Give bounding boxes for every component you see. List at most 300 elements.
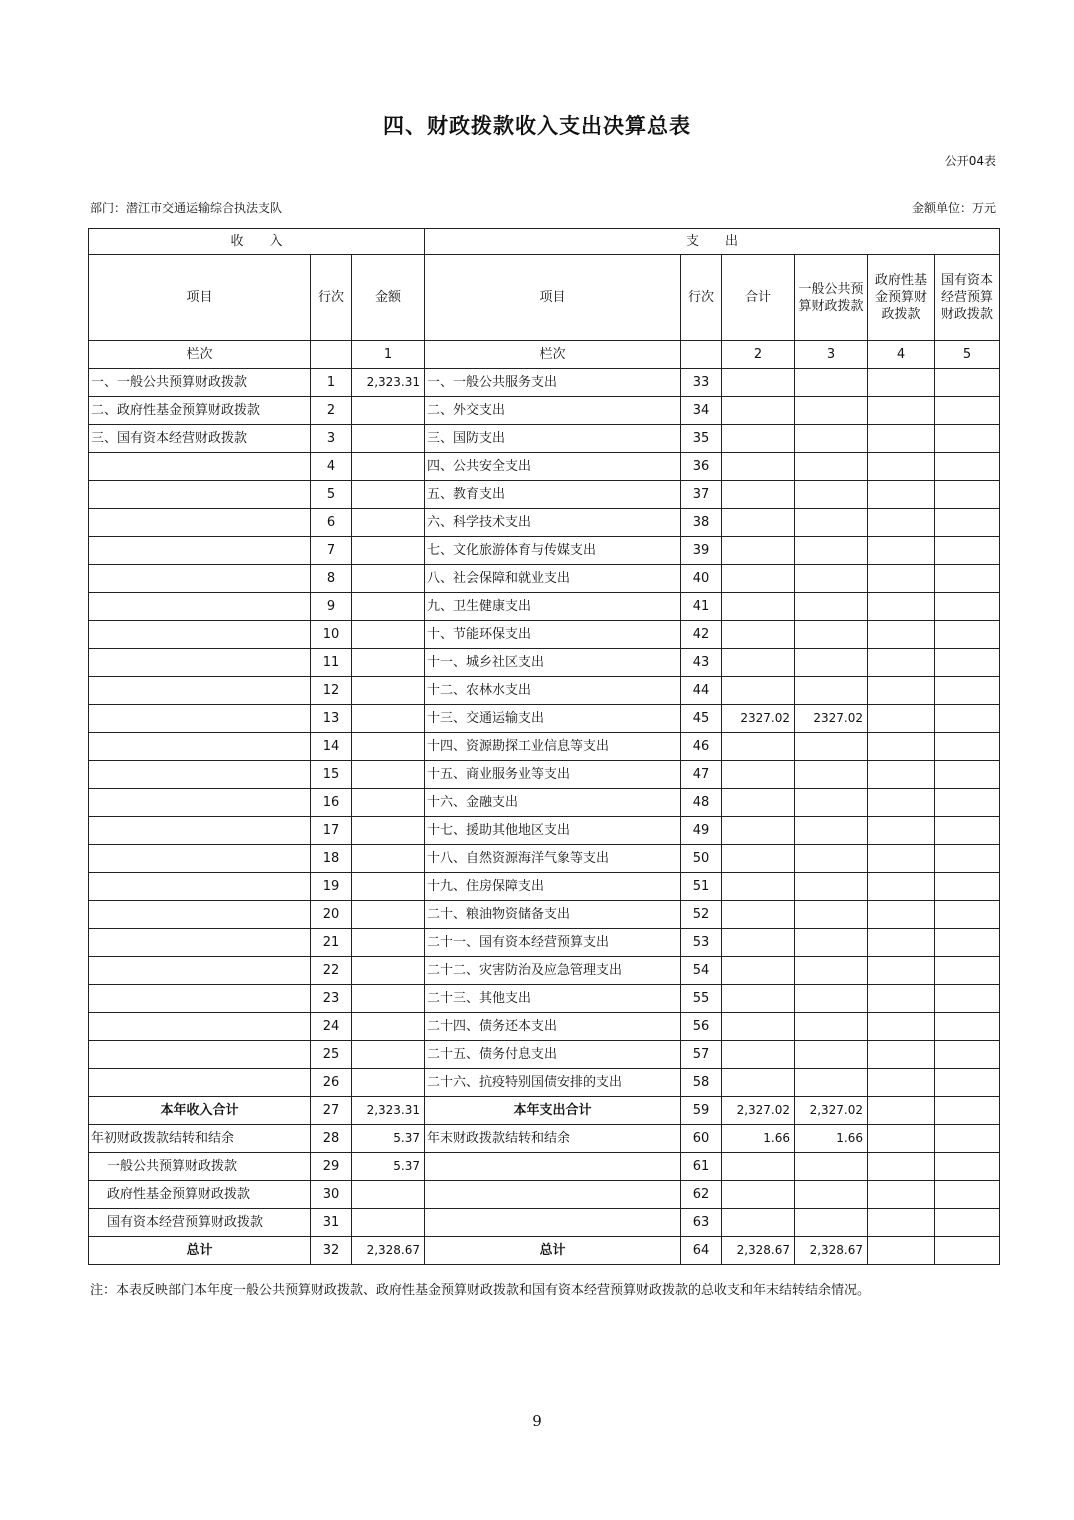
table-row (89, 453, 1000, 481)
income-item (89, 1041, 311, 1069)
expense-item: 十三、交通运输支出 (425, 705, 681, 733)
income-amount (352, 733, 425, 761)
income-row-no: 11 (311, 649, 352, 677)
expense-gov-fund (868, 1013, 935, 1041)
table-row (89, 593, 1000, 621)
expense-gov-fund (868, 509, 935, 537)
col-number-2: 2 (722, 341, 795, 369)
income-row-no: 24 (311, 1013, 352, 1041)
expense-item: 二十六、抗疫特别国债安排的支出 (425, 1069, 681, 1097)
expense-gov-fund (868, 453, 935, 481)
expense-gov-fund (868, 845, 935, 873)
expense-item: 八、社会保障和就业支出 (425, 565, 681, 593)
expense-general (795, 873, 868, 901)
expense-row-no: 50 (681, 845, 722, 873)
expense-row-no: 34 (681, 397, 722, 425)
expense-state-capital (935, 1041, 1000, 1069)
income-row-no: 13 (311, 705, 352, 733)
begin-gov-fund-label: 政府性基金预算财政拨款 (89, 1181, 311, 1209)
expense-state-capital (935, 873, 1000, 901)
expense-row-no: 46 (681, 733, 722, 761)
income-item (89, 705, 311, 733)
expense-general (795, 509, 868, 537)
income-item: 一、一般公共预算财政拨款 (89, 369, 311, 397)
table-note: 注：本表反映部门本年度一般公共预算财政拨款、政府性基金预算财政拨款和国有资本经营预算财政拨款的总收支和年末结转结余情况。 (90, 1283, 871, 1298)
income-item (89, 901, 311, 929)
income-amount (352, 789, 425, 817)
year-income-total-label: 本年收入合计 (89, 1097, 311, 1125)
income-amount (352, 481, 425, 509)
expense-gov-fund (868, 1041, 935, 1069)
income-amount (352, 565, 425, 593)
expense-row-no: 49 (681, 817, 722, 845)
expense-state-capital (935, 985, 1000, 1013)
begin-general-label: 一般公共预算财政拨款 (89, 1153, 311, 1181)
income-row-no: 21 (311, 929, 352, 957)
expense-gov-fund (868, 649, 935, 677)
expense-state-capital (935, 1013, 1000, 1041)
year-expense-total-label: 本年支出合计 (425, 1097, 681, 1125)
income-item (89, 985, 311, 1013)
expense-general: 2327.02 (795, 705, 868, 733)
income-amount (352, 1013, 425, 1041)
expense-total (722, 453, 795, 481)
expense-header: 支 出 (425, 229, 1000, 255)
expense-state-capital (935, 649, 1000, 677)
table-row (89, 369, 1000, 397)
expense-gov-fund (868, 957, 935, 985)
income-amount (352, 817, 425, 845)
expense-state-capital (935, 929, 1000, 957)
year-total-row (89, 1097, 1000, 1125)
income-amount (352, 1041, 425, 1069)
table-row (89, 1069, 1000, 1097)
begin-gov-fund-out-no: 62 (681, 1181, 722, 1209)
end-balance-no: 60 (681, 1125, 722, 1153)
expense-row-no: 36 (681, 453, 722, 481)
income-amount (352, 929, 425, 957)
year-income-total-no: 27 (311, 1097, 352, 1125)
table-row (89, 873, 1000, 901)
expense-gov-fund (868, 873, 935, 901)
expense-general (795, 425, 868, 453)
expense-general (795, 1041, 868, 1069)
income-row-no: 5 (311, 481, 352, 509)
income-amount: 2,323.31 (352, 369, 425, 397)
income-item (89, 593, 311, 621)
income-row-no: 10 (311, 621, 352, 649)
expense-total (722, 761, 795, 789)
income-amount (352, 677, 425, 705)
table-row (89, 537, 1000, 565)
expense-gov-fund (868, 621, 935, 649)
end-balance-total: 1.66 (722, 1125, 795, 1153)
income-rowno-header: 行次 (311, 255, 352, 341)
grand-income-no: 32 (311, 1237, 352, 1265)
expense-row-no: 51 (681, 873, 722, 901)
income-item (89, 565, 311, 593)
expense-state-capital (935, 537, 1000, 565)
expense-gov-fund (868, 397, 935, 425)
expense-gov-fund (868, 1069, 935, 1097)
income-amount (352, 649, 425, 677)
income-amount (352, 1069, 425, 1097)
grand-expense-total: 2,328.67 (722, 1237, 795, 1265)
col-number-5: 5 (935, 341, 1000, 369)
income-item (89, 537, 311, 565)
expense-item-header: 项目 (425, 255, 681, 341)
expense-general (795, 593, 868, 621)
expense-total (722, 733, 795, 761)
table-row (89, 733, 1000, 761)
expense-item: 十五、商业服务业等支出 (425, 761, 681, 789)
expense-row-no: 33 (681, 369, 722, 397)
income-row-no: 4 (311, 453, 352, 481)
income-col-label: 栏次 (89, 341, 311, 369)
expense-general (795, 537, 868, 565)
expense-general (795, 761, 868, 789)
income-item (89, 453, 311, 481)
expense-item: 十、节能环保支出 (425, 621, 681, 649)
table-row (89, 677, 1000, 705)
income-amount-header: 金额 (352, 255, 425, 341)
table-row (89, 509, 1000, 537)
income-header: 收 入 (89, 229, 425, 255)
expense-state-capital (935, 957, 1000, 985)
grand-expense-label: 总计 (425, 1237, 681, 1265)
expense-total (722, 873, 795, 901)
expense-gov-fund (868, 481, 935, 509)
expense-state-capital (935, 733, 1000, 761)
income-item (89, 789, 311, 817)
fiscal-summary-table (88, 228, 1000, 1265)
expense-total (722, 397, 795, 425)
income-row-no: 6 (311, 509, 352, 537)
expense-gov-fund (868, 929, 935, 957)
expense-row-no: 35 (681, 425, 722, 453)
expense-state-capital (935, 789, 1000, 817)
year-expense-total-no: 59 (681, 1097, 722, 1125)
expense-total (722, 369, 795, 397)
income-row-no: 22 (311, 957, 352, 985)
table-row (89, 789, 1000, 817)
expense-row-no: 47 (681, 761, 722, 789)
expense-item: 一、一般公共服务支出 (425, 369, 681, 397)
expense-total (722, 985, 795, 1013)
expense-item: 二十、粮油物资储备支出 (425, 901, 681, 929)
begin-balance-label: 年初财政拨款结转和结余 (89, 1125, 311, 1153)
table-row (89, 901, 1000, 929)
expense-row-no: 58 (681, 1069, 722, 1097)
expense-gov-fund (868, 789, 935, 817)
income-item (89, 1069, 311, 1097)
income-item (89, 509, 311, 537)
begin-state-no: 31 (311, 1209, 352, 1237)
expense-state-capital (935, 1069, 1000, 1097)
expense-general (795, 621, 868, 649)
income-item: 三、国有资本经营财政拨款 (89, 425, 311, 453)
expense-total (722, 425, 795, 453)
begin-balance-no: 28 (311, 1125, 352, 1153)
expense-row-no: 44 (681, 677, 722, 705)
expense-state-capital (935, 481, 1000, 509)
expense-row-no: 40 (681, 565, 722, 593)
expense-gov-fund (868, 761, 935, 789)
expense-row-no: 52 (681, 901, 722, 929)
income-amount (352, 705, 425, 733)
expense-general (795, 369, 868, 397)
expense-item: 六、科学技术支出 (425, 509, 681, 537)
income-row-no: 25 (311, 1041, 352, 1069)
expense-item: 二十二、灾害防治及应急管理支出 (425, 957, 681, 985)
income-row-no: 23 (311, 985, 352, 1013)
expense-total (722, 621, 795, 649)
expense-total (722, 649, 795, 677)
expense-state-capital (935, 845, 1000, 873)
expense-gov-fund (868, 369, 935, 397)
begin-general-amount: 5.37 (352, 1153, 425, 1181)
expense-general (795, 733, 868, 761)
income-amount (352, 537, 425, 565)
expense-gov-fund (868, 901, 935, 929)
gov-fund-header: 政府性基金预算财政拨款 (868, 255, 935, 341)
expense-total (722, 677, 795, 705)
expense-row-no: 43 (681, 649, 722, 677)
table-row (89, 1013, 1000, 1041)
expense-row-no: 38 (681, 509, 722, 537)
income-amount (352, 845, 425, 873)
table-row (89, 565, 1000, 593)
expense-row-no: 39 (681, 537, 722, 565)
expense-state-capital (935, 761, 1000, 789)
expense-total (722, 901, 795, 929)
expense-total (722, 593, 795, 621)
expense-state-capital (935, 901, 1000, 929)
col-number-4: 4 (868, 341, 935, 369)
income-row-no: 12 (311, 677, 352, 705)
income-row-no: 1 (311, 369, 352, 397)
expense-rowno-header: 行次 (681, 255, 722, 341)
income-amount (352, 985, 425, 1013)
income-item (89, 873, 311, 901)
expense-row-no: 56 (681, 1013, 722, 1041)
expense-general (795, 1013, 868, 1041)
expense-total (722, 845, 795, 873)
table-row (89, 481, 1000, 509)
expense-general (795, 817, 868, 845)
expense-gov-fund (868, 817, 935, 845)
end-balance-label: 年末财政拨款结转和结余 (425, 1125, 681, 1153)
table-row (89, 761, 1000, 789)
expense-item: 十六、金融支出 (425, 789, 681, 817)
expense-row-no: 48 (681, 789, 722, 817)
income-row-no: 18 (311, 845, 352, 873)
expense-gov-fund (868, 985, 935, 1013)
expense-gov-fund (868, 593, 935, 621)
income-item-header: 项目 (89, 255, 311, 341)
expense-row-no: 53 (681, 929, 722, 957)
expense-state-capital (935, 677, 1000, 705)
income-item (89, 817, 311, 845)
expense-total (722, 1013, 795, 1041)
income-item (89, 1013, 311, 1041)
income-row-no: 20 (311, 901, 352, 929)
table-row (89, 985, 1000, 1013)
expense-state-capital (935, 593, 1000, 621)
expense-state-capital (935, 621, 1000, 649)
income-item (89, 761, 311, 789)
expense-item: 二十四、债务还本支出 (425, 1013, 681, 1041)
expense-state-capital (935, 425, 1000, 453)
expense-general (795, 481, 868, 509)
begin-gov-fund-no: 30 (311, 1181, 352, 1209)
expense-total (722, 1041, 795, 1069)
table-row (89, 929, 1000, 957)
expense-total (722, 537, 795, 565)
expense-row-no: 41 (681, 593, 722, 621)
balance-row (89, 1125, 1000, 1153)
table-row (89, 621, 1000, 649)
begin-state-out-no: 63 (681, 1209, 722, 1237)
begin-general-no: 29 (311, 1153, 352, 1181)
expense-row-no: 37 (681, 481, 722, 509)
income-amount (352, 453, 425, 481)
year-expense-general-amount: 2,327.02 (795, 1097, 868, 1125)
income-item (89, 649, 311, 677)
expense-item: 二十五、债务付息支出 (425, 1041, 681, 1069)
expense-item: 二十一、国有资本经营预算支出 (425, 929, 681, 957)
header-row-sections (89, 229, 1000, 255)
expense-state-capital (935, 369, 1000, 397)
expense-row-no: 54 (681, 957, 722, 985)
income-item (89, 481, 311, 509)
income-item: 二、政府性基金预算财政拨款 (89, 397, 311, 425)
income-amount (352, 901, 425, 929)
expense-total (722, 509, 795, 537)
expense-row-no: 45 (681, 705, 722, 733)
expense-gov-fund (868, 733, 935, 761)
table-row (89, 649, 1000, 677)
income-row-no: 3 (311, 425, 352, 453)
expense-total (722, 929, 795, 957)
expense-item: 四、公共安全支出 (425, 453, 681, 481)
expense-general (795, 649, 868, 677)
income-item (89, 621, 311, 649)
expense-row-no: 42 (681, 621, 722, 649)
grand-total-row (89, 1237, 1000, 1265)
expense-item: 三、国防支出 (425, 425, 681, 453)
income-row-no: 15 (311, 761, 352, 789)
expense-item: 十四、资源勘探工业信息等支出 (425, 733, 681, 761)
expense-state-capital (935, 397, 1000, 425)
expense-total (722, 481, 795, 509)
table-row (89, 705, 1000, 733)
expense-col-label: 栏次 (425, 341, 681, 369)
income-row-no: 2 (311, 397, 352, 425)
expense-gov-fund (868, 705, 935, 733)
expense-total (722, 817, 795, 845)
expense-general (795, 957, 868, 985)
table-row (89, 397, 1000, 425)
expense-total (722, 957, 795, 985)
begin-state-amount (352, 1209, 425, 1237)
grand-expense-general: 2,328.67 (795, 1237, 868, 1265)
expense-total (722, 565, 795, 593)
expense-general (795, 929, 868, 957)
begin-general-row (89, 1153, 1000, 1181)
year-income-total-amount: 2,323.31 (352, 1097, 425, 1125)
form-number: 公开04表 (944, 154, 996, 168)
general-budget-header: 一般公共预算财政拨款 (795, 255, 868, 341)
expense-item: 二十三、其他支出 (425, 985, 681, 1013)
expense-general (795, 901, 868, 929)
begin-general-out-no: 61 (681, 1153, 722, 1181)
expense-item: 十八、自然资源海洋气象等支出 (425, 845, 681, 873)
income-amount (352, 957, 425, 985)
begin-state-label: 国有资本经营预算财政拨款 (89, 1209, 311, 1237)
grand-income-amount: 2,328.67 (352, 1237, 425, 1265)
income-row-no: 17 (311, 817, 352, 845)
expense-general (795, 453, 868, 481)
page-number: 9 (532, 1412, 542, 1430)
expense-total (722, 789, 795, 817)
expense-state-capital (935, 565, 1000, 593)
header-row-columns (89, 255, 1000, 341)
begin-balance-amount: 5.37 (352, 1125, 425, 1153)
expense-state-capital (935, 509, 1000, 537)
begin-gov-fund-row (89, 1181, 1000, 1209)
expense-total: 2327.02 (722, 705, 795, 733)
expense-item: 十一、城乡社区支出 (425, 649, 681, 677)
expense-general (795, 1069, 868, 1097)
table-row (89, 817, 1000, 845)
income-amount (352, 397, 425, 425)
income-amount (352, 621, 425, 649)
income-row-no: 16 (311, 789, 352, 817)
expense-item: 十九、住房保障支出 (425, 873, 681, 901)
expense-general (795, 845, 868, 873)
department-label: 部门：潜江市交通运输综合执法支队 (90, 201, 283, 215)
income-amount (352, 593, 425, 621)
expense-state-capital (935, 453, 1000, 481)
begin-gov-fund-amount (352, 1181, 425, 1209)
expense-general (795, 985, 868, 1013)
expense-general (795, 677, 868, 705)
expense-row-no: 57 (681, 1041, 722, 1069)
income-amount (352, 425, 425, 453)
table-row (89, 957, 1000, 985)
income-row-no: 7 (311, 537, 352, 565)
expense-total-header: 合计 (722, 255, 795, 341)
expense-gov-fund (868, 537, 935, 565)
income-row-no: 26 (311, 1069, 352, 1097)
table-row (89, 425, 1000, 453)
end-balance-general: 1.66 (795, 1125, 868, 1153)
income-row-no: 14 (311, 733, 352, 761)
expense-general (795, 565, 868, 593)
income-item (89, 957, 311, 985)
income-amount (352, 509, 425, 537)
expense-item: 九、卫生健康支出 (425, 593, 681, 621)
header-row-col-numbers (89, 341, 1000, 369)
expense-general (795, 789, 868, 817)
expense-gov-fund (868, 677, 935, 705)
income-amount (352, 761, 425, 789)
expense-gov-fund (868, 565, 935, 593)
page-title: 四、财政拨款收入支出决算总表 (383, 114, 691, 138)
table-row (89, 845, 1000, 873)
expense-item: 十二、农林水支出 (425, 677, 681, 705)
